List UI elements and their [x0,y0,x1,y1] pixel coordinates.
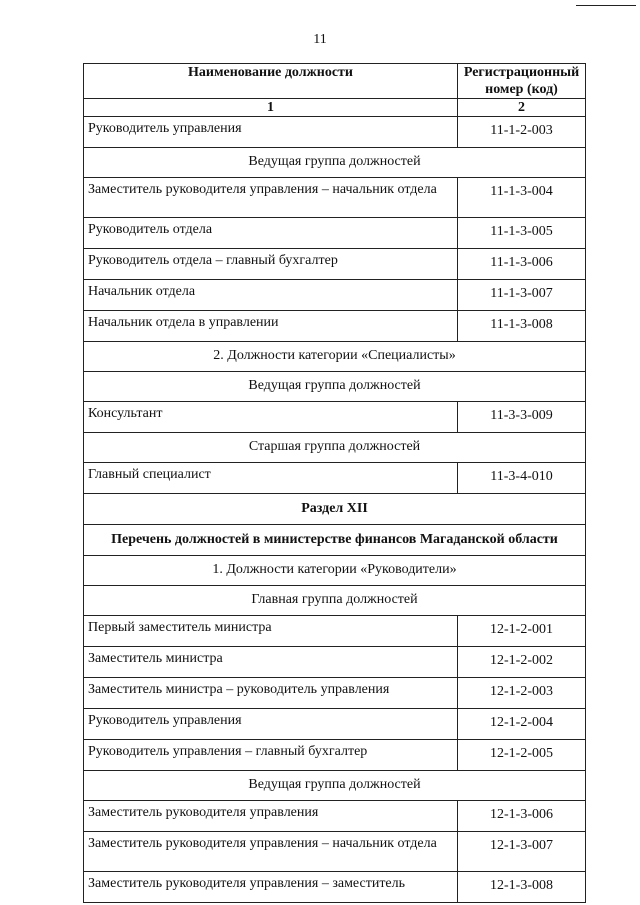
registration-code: 11-3-3-009 [458,402,586,433]
position-name: Руководитель управления [84,709,458,740]
table-row [84,872,586,903]
group-heading: 1. Должности категории «Руководители» [84,556,586,586]
position-name: Заместитель министра – руководитель управления [84,678,458,709]
position-name: Заместитель министра [84,647,458,678]
registration-code: 11-1-3-007 [458,280,586,311]
table-row [84,616,586,647]
registration-code: 12-1-2-002 [458,647,586,678]
group-heading: Старшая группа должностей [84,433,586,463]
position-name: Руководитель отдела [84,218,458,249]
group-heading: 2. Должности категории «Специалисты» [84,342,586,372]
group-heading-row [84,586,586,616]
table-row [84,709,586,740]
position-name: Заместитель руководителя управления [84,801,458,832]
table-row [84,678,586,709]
table-row [84,801,586,832]
position-name: Руководитель управления – главный бухгалтер [84,740,458,771]
group-heading-row [84,433,586,463]
section-heading: Раздел XII [84,494,586,525]
registration-code: 12-1-2-005 [458,740,586,771]
registration-code: 12-1-3-007 [458,832,586,872]
registration-code: 12-1-2-003 [458,678,586,709]
group-heading: Ведущая группа должностей [84,372,586,402]
position-name: Первый заместитель министра [84,616,458,647]
registration-code: 11-1-3-004 [458,178,586,218]
position-name: Заместитель руководителя управления – начальник отдела [84,178,458,218]
table-row [84,647,586,678]
table-row [84,311,586,342]
position-name: Главный специалист [84,463,458,494]
position-name: Начальник отдела [84,280,458,311]
group-heading: Ведущая группа должностей [84,771,586,801]
section-heading-row [84,494,586,525]
table-row [84,280,586,311]
registration-code: 11-1-2-003 [458,117,586,148]
table-row [84,463,586,494]
registration-code: 12-1-2-001 [458,616,586,647]
table-row [84,832,586,872]
section-heading-row [84,525,586,556]
table-row [84,402,586,433]
column-number-2: 2 [458,99,586,117]
registration-code: 11-1-3-005 [458,218,586,249]
position-name: Руководитель управления [84,117,458,148]
table-row [84,117,586,148]
position-name: Руководитель отдела – главный бухгалтер [84,249,458,280]
column-number-1: 1 [84,99,458,117]
positions-table [83,63,586,903]
position-name: Заместитель руководителя управления – заместитель [84,872,458,903]
table-header-row [84,64,586,99]
registration-code: 12-1-3-006 [458,801,586,832]
section-heading: Перечень должностей в министерстве финансов Магаданской области [84,525,586,556]
column-number-row [84,99,586,117]
registration-code: 11-1-3-008 [458,311,586,342]
top-edge-line [576,5,636,6]
registration-code: 11-1-3-006 [458,249,586,280]
position-name: Начальник отдела в управлении [84,311,458,342]
position-name: Консультант [84,402,458,433]
position-name: Заместитель руководителя управления – начальник отдела [84,832,458,872]
registration-code: 12-1-2-004 [458,709,586,740]
table-row [84,740,586,771]
header-position-name: Наименование должности [84,64,458,99]
table-row [84,249,586,280]
registration-code: 11-3-4-010 [458,463,586,494]
group-heading-row [84,771,586,801]
header-registration-code: Регистрационный номер (код) [458,64,586,99]
registration-code: 12-1-3-008 [458,872,586,903]
group-heading: Ведущая группа должностей [84,148,586,178]
table-row [84,178,586,218]
group-heading-row [84,556,586,586]
table-row [84,218,586,249]
group-heading-row [84,372,586,402]
group-heading: Главная группа должностей [84,586,586,616]
group-heading-row [84,342,586,372]
group-heading-row [84,148,586,178]
page-number: 11 [313,32,327,47]
